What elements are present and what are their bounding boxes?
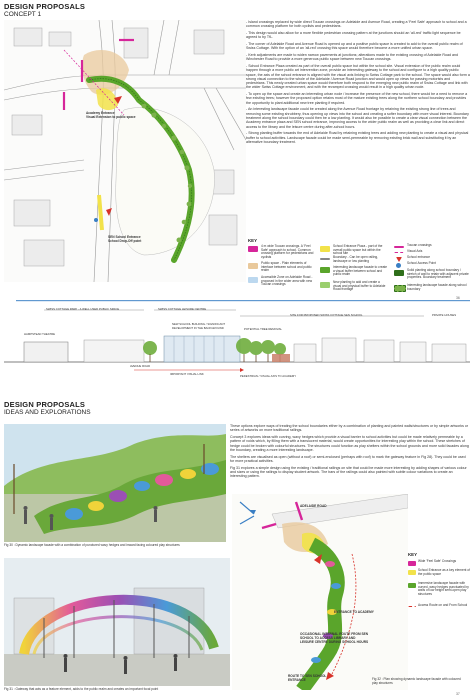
route-sen-label: ROUTE TO SEN SCHOOL ENTRANCE (288, 674, 327, 682)
fig31-drawing (4, 558, 230, 686)
section-label-ped-axis: PEDESTRIAN / VISUAL AXIS TO ACADEMY (240, 374, 297, 378)
key-item: School Entrance as a key element of the public space (418, 568, 470, 576)
key-item: Wide 'Feel Safe' Crossings (418, 559, 457, 563)
section1-title: DESIGN PROPOSALS (4, 2, 86, 11)
key-title: KEY (408, 552, 418, 557)
section2-title: DESIGN PROPOSALS (4, 400, 86, 409)
key-item: Interesting landscape facade to create a visual buffer between school and public realm (333, 265, 388, 277)
concept1-bullet: - Island crossings replaced by wide direct Toucan crossings on Adelaide and Avenue Road, creating a 'Feel Safe' approach to school and a common crossing platform for both cyclists and pedestrians. (246, 20, 467, 29)
concept1-bullet: - This design would also allow for a more flexible pedestrian crossing pattern at the junctions should an 'all-red' traffic light sequence be agreed to by TfL. (246, 30, 461, 40)
key-item: Accessible Zone on Adelaide Road - proposed in the wider area with new Toucan crossings (261, 275, 313, 287)
key-item: Public space - Plain elements of interface between school and public realm (261, 261, 312, 273)
ideas-paragraph: The shelters are visualised as open (without a roof) or semi-enclosed (perhaps with roof) to mark the gateway feature in Fig 28). They could be used for more practical activities. (230, 454, 466, 463)
entrance-academy-label: ENTRANCE TO ACADEMY (334, 610, 374, 614)
street-section-elevation (4, 300, 470, 382)
page-number: 37 (456, 692, 460, 696)
page-number: 36 (456, 296, 460, 300)
fig32-drawing (232, 494, 408, 690)
key-item: School Access Point (407, 261, 436, 265)
section-label-visual-link: IMPORTANT VISUAL LINK (170, 372, 204, 376)
academy-entrance-label: Academy Entrance Visual Extension to public space (86, 111, 136, 119)
key-item: Immersive landscape facade with curved, wavy hedges punctuated by walls of low height semi-open play structures (418, 581, 469, 596)
key-item: Visual Axis (407, 249, 423, 253)
key-item: Access Route on and From School (418, 603, 468, 607)
key-title: KEY (248, 238, 258, 243)
concept1-bullet: - School Entrance Plaza created as part of the overall public space but within the school site. Visual extension of the public realm could happen through a more public art intervention zone, provide an interesting gateway to the school and configure to a high quality public space, the axis of the school entrance is aligned with the visual axis linking to Swiss Cottage park to the school. The space would also form a strong visual connection to the whole of the Adelaide / Avenue Road junction and would open up views for passing motorists and pedestrians. This newly created urban space would therefore both respond to the emerging new public realm of Swiss Cottage and link with the wider Swiss Cottage environment, and with the revamped crossing would result in a high quality urban node. (246, 63, 470, 90)
concept1-bullet: - To open up the space and create an interesting urban node / increase the presence of the new school, there would be a need to remove a few existing trees; however the proposed option retains most of the mature existing trees along the northern school boundary and provides the opportunity to plant additional new tree planting if required. (246, 92, 468, 105)
key-item: New planting to add and create a visual and physical buffer to Adelaide Road frontage (333, 280, 386, 292)
section-drawing (4, 300, 470, 382)
occasional-route-label: OCCASIONAL INTERNAL ROUTE FROM SEN SCHOOL TO ACCESS LIBRARY AND LEISURE CENTRE DURING SCHOOL HOURS (300, 632, 369, 644)
key-item: Toucan crossings (407, 243, 432, 247)
ideas-paragraph: Fig 31 explores a simple design using the existing / traditional railings on site that could be made more interesting by adding shapes of various colour and sizes or using the railings to display student artwork. The bars of the railings could also painted with subtle colour variations to create an interesting pattern. (230, 465, 467, 479)
key-item: Solid planting along school boundary / stretch of wall to retain with adjacent private properties. Boundary treatment (407, 268, 469, 280)
section-label-houses: PRIVATE HOUSES (432, 313, 457, 317)
concept1-text (246, 20, 470, 147)
section-label-tree-removal: POTENTIAL TREE REMOVAL (244, 327, 282, 331)
fig31-illustration (4, 558, 230, 686)
section-label-avenue-road: AVENUE ROAD (130, 364, 151, 368)
concept1-bullet: - Kerb adjustments are made to widen narrow pavements at junctions; alterations made to the existing crossing of Adelaide Road and Winchester Road to provide a more generous public space between new Toucan crossings. (246, 52, 458, 62)
section-label-sen-site: SITE FOR PROPOSED SWISS COTTAGE SEN SCHOOL (290, 313, 363, 317)
fig30-illustration (4, 424, 226, 542)
fig32-plan (232, 494, 408, 690)
section-label-theatre: HAMPSTEAD THEATRE (24, 332, 55, 336)
fig30-drawing (4, 424, 226, 542)
ideas-paragraph: These options explore ways of treating the school boundaries either by a combination of planting and painted walls/structures or by simple artworks or series of artworks on more traditional railings. (230, 424, 469, 433)
key-item: School entrance (407, 255, 431, 259)
ideas-paragraph: Concept 3 explores ideas with curving, wavy hedges which provide a visual barrier to school activities but could be made relatively permeable by a pattern of voids which, by filling them with a translucent material, would create opportunities for interesting play within the school. These stretches of hedge could be broken with colourful structures. The structures could function as play shelters within the school grounds and more solid facades along the boundary, creating a more interesting landscape. (230, 434, 469, 452)
section-label-park: SWISS COTTAGE PARK - A WELL USED PUBLIC SPACE (46, 307, 120, 311)
fig32-caption: Fig 32 : Plan showing dynamic landscape facade with coloured play structures (372, 677, 461, 685)
adelaide-road-label: ADELAIDE ROAD (300, 504, 327, 508)
section-label-leisure: SWISS COTTAGE LEISURE CENTRE (158, 307, 207, 311)
section1-subtitle: CONCEPT 1 (4, 11, 42, 18)
key-item: Interesting landscape facade along school boundary (407, 283, 467, 291)
key-item: 4 m wide Toucan crossings. A 'Feel Safe' approach to school. Common crossing platform for pedestrians and cyclists (261, 244, 314, 259)
concept1-bullet: - An interesting landscape facade could be created along the Avenue Road frontage by retaining the existing strong line of trees and removing some existing shrubbery, thus opening up views into the school and creating a softer boundary with more visual interest. Boundary treatment along the school boundary could then be a low planting. It would also be possible to create a clear visual connection between the Academy entrance plaza and SEN school entrance, improving access to the wider public realm as well as providing a clear link and direct access to the library and the leisure centre during after-school hours. (246, 107, 469, 129)
sen-entrance-label: SEN School Entrance School Drop-Off point (108, 235, 142, 243)
key-item: Boundary - Can be open railing, landscape or low planting (333, 255, 379, 263)
key-item: School Entrance Plaza - part of the overall public space but within the school site (333, 244, 383, 256)
concept1-key (248, 238, 470, 294)
concept1-bullet: - The corner of Adelaide Road and Avenue Road is opened up and a positive public space is created to add to the overall public realm of Swiss Cottage. With the option of an 'all-red' crossing this space would therefore become a more unified urban space. (246, 41, 463, 51)
ideas-key (408, 552, 470, 652)
fig30-caption: Fig 30 : Dynamic landscape facade with a combination of punctured wavy hedges and inward facing coloured play structures (4, 543, 180, 547)
section2-subtitle: IDEAS AND EXPLORATIONS (4, 409, 91, 416)
fig31-caption: Fig 31 : Gateway that acts as a feature element, adds to the public realm and creates an important focal point (4, 687, 159, 691)
section-label-new-building: NEW SCHOOL BUILDING / SIGNIFICANT DEVELOPMENT IN THE BACKGROUND (172, 322, 225, 330)
ideas-text (230, 424, 470, 481)
concept1-bullet: - Strong planting buffer towards the end of Adelaide Road by retaining existing trees and adding new planting to create a visual and physical buffer to school activities. Landscape facade could be made semi-permeable by removing existing brick wall and substituting it by an alternative boundary treatment. (246, 131, 469, 144)
